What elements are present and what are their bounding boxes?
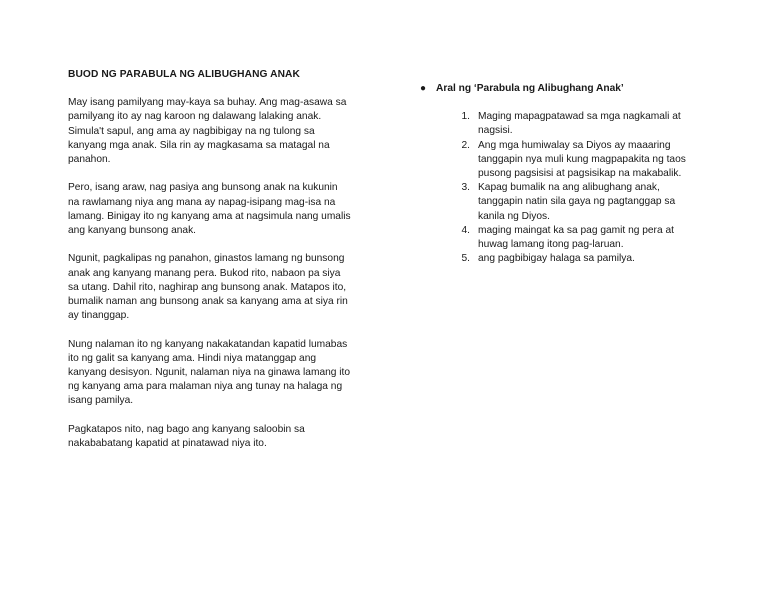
lessons-list	[420, 110, 720, 266]
list-item-number: 4.	[461, 224, 470, 236]
list-item-number: 3.	[461, 182, 470, 194]
summary-column	[68, 68, 368, 465]
summary-paragraph-1: May isang pamilyang may-kaya sa buhay. Ang mag-asawa sa pamilyang ito ay nag karoon ng dalawang lalaking anak. Simula't sapul, ang ama ay nagbibigay na ng tulong sa kanyang mga anak. Sila rin ay magkasama sa matagal na panahon.	[68, 97, 347, 166]
lessons-column	[420, 82, 720, 266]
summary-paragraph-2: Pero, isang araw, nag pasiya ang bunsong anak na kukunin na rawlamang niya ang mana ay napag-isipang mag-isa na lamang. Binigay ito ng kanyang ama at nagsimula nang umalis ang kanyang bunsong anak.	[68, 182, 351, 237]
list-item	[450, 110, 720, 138]
list-item	[450, 139, 720, 182]
list-item-number: 1.	[461, 111, 470, 123]
list-item-text: Maging mapagpatawad sa mga nagkamali at nagsisi.	[478, 111, 681, 137]
summary-title: BUOD NG PARABULA NG ALIBUGHANG ANAK	[68, 69, 300, 80]
list-item-text: ang pagbibigay halaga sa pamilya.	[478, 253, 635, 265]
list-item-number: 2.	[461, 139, 470, 151]
summary-paragraph-3: Ngunit, pagkalipas ng panahon, ginastos lamang ng bunsong anak ang kanyang manang pera. Bukod rito, nabaon pa siya sa utang. Dahil rito, naghirap ang bunsong anak. Matapos ito, bumalik naman ang bunsong anak sa kanyang ama at siya rin ay tinanggap.	[68, 253, 348, 322]
lessons-heading: Aral ng ‘Parabula ng Alibughang Anak’	[436, 83, 624, 94]
list-item	[450, 181, 720, 224]
list-item-text: Kapag bumalik na ang alibughang anak, tanggapin natin sila gaya ng pagtanggap sa kanila ng Diyos.	[478, 182, 676, 222]
bullet-icon: ●	[420, 83, 427, 94]
lessons-heading-row	[420, 82, 720, 96]
list-item	[450, 252, 720, 266]
list-item-number: 5.	[461, 253, 470, 265]
summary-paragraph-4: Nung nalaman ito ng kanyang nakakatandan kapatid lumabas ito ng galit sa kanyang ama. Hindi niya matanggap ang kanyang desisyon. Ngunit, nalaman niya na ginawa lamang ito ng kanyang ama para malaman niya ang tunay na halaga ng isang pamilya.	[68, 338, 351, 407]
summary-paragraph-5: Pagkatapos nito, nag bago ang kanyang saloobin sa nakababatang kapatid at pinatawad niya ito.	[68, 423, 305, 450]
list-item	[450, 224, 720, 252]
list-item-text: maging maingat ka sa pag gamit ng pera at huwag lamang itong pag-laruan.	[478, 224, 674, 251]
list-item-text: Ang mga humiwalay sa Diyos ay maaaring tanggapin nya muli kung magpapakita ng taos pusong pagsisisi at pagsisikap na makabalik.	[478, 139, 686, 180]
